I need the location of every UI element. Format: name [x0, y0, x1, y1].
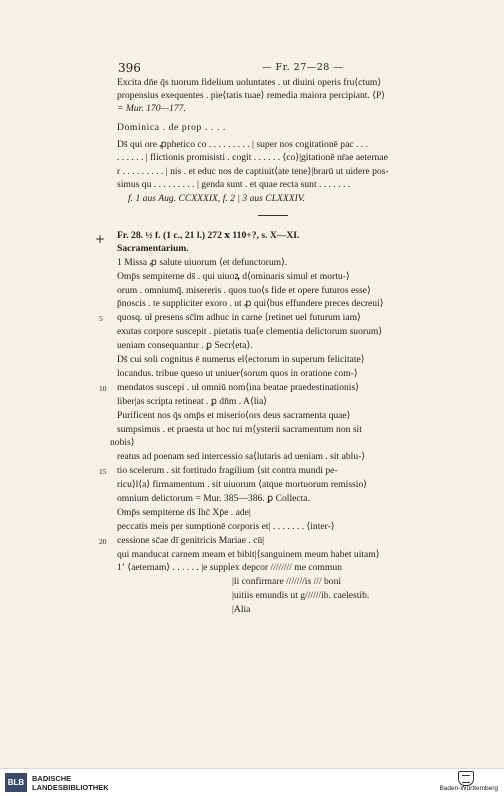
fragment-heading [117, 230, 457, 243]
text-line: Purificent nos q̄s omp̄s et miserio⟨ors deus sacramenta quae⟩ [117, 410, 351, 421]
text-line: exutas corpore suscepit . pietatis tua⟨e clementia delictorum suorum⟩ [117, 326, 383, 337]
blb-logo: BLB [5, 773, 27, 792]
text-line: Ds̄ cui soli cognitus ē numerus el⟨ectorum in superum felicitate⟩ [117, 354, 365, 365]
line-number: 15 [99, 467, 107, 476]
text-line: ricu⟩l⟨a⟩ firmamentum . sit uiuorum ⟨atque mortuorum remissio⟩ [117, 479, 367, 490]
text-line: |Alia [232, 604, 251, 615]
text-line: simus qu . . . . . . . . . | genda sunt . et quae recta sunt . . . . . . . [117, 179, 351, 190]
text-line: cessione sc̄ae dī genitricis Mariae . cū| [117, 535, 265, 546]
text-line: quosq. uł presens sc̄lm adhuc in carne ⟨retinet uel futurum iam⟩ [117, 312, 361, 323]
section-divider [258, 215, 288, 216]
text-line: nobis⟩ [110, 437, 135, 448]
margin-plus-mark: + [95, 232, 106, 246]
text-line: sumpsimus . et praesta ut hoc tui m⟨ysterii sacramentum non sit [117, 424, 362, 435]
source-note: f. 1 aus Aug. CCXXXIX, f. 2 | 3 aus CLXXXIV. [128, 193, 305, 204]
section-title: Sacramentarium. [117, 243, 189, 254]
state-name: Baden-Württemberg [439, 785, 498, 792]
text-line: p̄noscis . te suppliciter exoro . ut ꝓ qui⟨bus effundere preces decreui⟩ [117, 298, 384, 309]
text-line: peccatis meis per sumptionē corporis et| . . . . . . . ⟨inter-⟩ [117, 521, 335, 532]
text-line: propensius exequentes . pie⟨tatis tuae⟩ remedia maiora percipiant. ⟨P⟩ [117, 90, 386, 101]
text-line: qui manducat carnem meam et bibit|⟨sanguinem meum habet uitam⟩ [117, 549, 380, 560]
page-number: 396 [118, 61, 141, 75]
library-name [32, 774, 109, 792]
line-number: 10 [99, 384, 107, 393]
text-line: mendatos suscepi . uł omniū nom⟨ina beatae praedestinationis⟩ [117, 382, 359, 393]
text-line: 1 Missa ꝓ salute uiuorum ⟨et defunctorum⟩. [117, 257, 288, 268]
line-number: 5 [99, 314, 103, 323]
text-line: |li confirmare ///////is /// boni [232, 576, 342, 587]
text-line: r . . . . . . . . . | nis . et educ nos de captiuit⟨ate tene⟩|brarū ut uidere pos- [117, 166, 389, 177]
text-line: Excita dn̄e q̄s tuorum fidelium uoluntates . ut diuini operis fru⟨ctum⟩ [117, 77, 382, 88]
running-head: — Fr. 27—28 — [262, 62, 344, 73]
line-number: 20 [99, 537, 107, 546]
text-line: = Mur. 170—177. [117, 103, 186, 114]
text-line: omnium delictorum = Mur. 385—386. ꝑ Collecta. [117, 493, 310, 504]
text-line: orum . omniumq̄. misereris . quos tuo⟨s fide et opere futuros esse⟩ [117, 285, 371, 296]
text-line: locandus. tribue queso ut uniuer⟨sorum quos in oratione com-⟩ [117, 368, 358, 379]
text-line: tio scelerum . sit fortitudo fragilium ⟨sit contra mundi pe- [117, 465, 338, 476]
text-line: 1ʼ ⟨aeternam⟩ . . . . . . |e supplex depcor //////// me commun [117, 562, 342, 573]
text-line: Omp̄s sempiterne ds̄ Ihc̄ Xp̄e . ade| [117, 507, 251, 518]
text-line: Dominica . de prop . . . . [117, 122, 226, 133]
fragment-title: Fr. 28. ½ f. (1 c., 21 l.) 272 ⅹ 110+?, s. X—XI. [117, 230, 300, 241]
text-line: ueniam consequantur . ꝑ Secr⟨eta⟩. [117, 340, 253, 351]
library-name-line2: LANDESBIBLIOTHEK [32, 783, 109, 792]
text-line: Ds̄ qui ore ꝓphetico co . . . . . . . . . | super nos cogitationē pac . . . [117, 139, 369, 150]
text-line: . . . . . . | flictionis promisisti . cogit . . . . . . ⟨co⟩|gitationē nr̄ae aeternae [117, 152, 388, 163]
text-line: reatus ad poenam sed intercessio sa⟨lutaris ad ueniam . sit ablu-⟩ [117, 451, 366, 462]
text-line: |uitiis emundis ut g//////ib. caelestib. [232, 590, 370, 601]
library-name-line1: BADISCHE [32, 774, 72, 783]
text-line: Omp̄s sempiterne ds̄ . qui uiuoꝝ d⟨ominaris simul et mortu-⟩ [117, 271, 350, 282]
text-line: liber|as scripta retineat . ꝑ dn̄m . A⟨lia⟩ [117, 396, 268, 407]
footer-bar [0, 768, 504, 796]
state-crest-icon [458, 771, 474, 786]
